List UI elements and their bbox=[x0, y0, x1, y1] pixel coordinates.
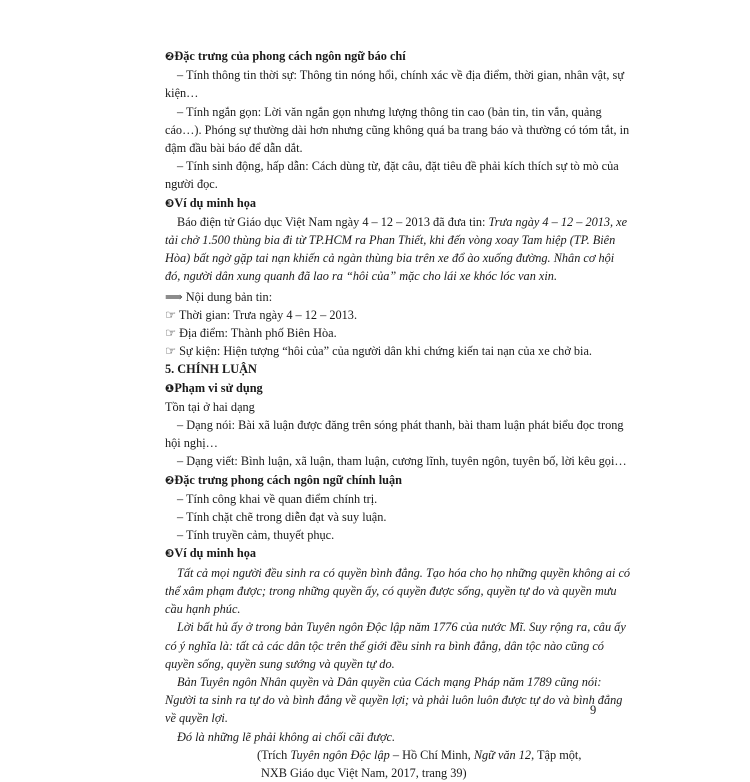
section-title: 5. CHÍNH LUẬN bbox=[165, 362, 257, 377]
text-line: người đọc. bbox=[165, 177, 218, 192]
text-line: – Tính truyền cảm, thuyết phục. bbox=[177, 528, 335, 543]
text-line: – Tính chặt chẽ trong diễn đạt và suy luận. bbox=[177, 510, 387, 525]
text-line: hội nghị… bbox=[165, 436, 218, 451]
text-line: – Dạng nói: Bài xã luận được đăng trên sóng phát thanh, bài tham luận phát biểu đọc trong bbox=[177, 418, 624, 433]
page-body bbox=[165, 47, 631, 782]
quote-line: Tất cả mọi người đều sinh ra có quyền bình đẳng. Tạo hóa cho họ những quyền không ai có bbox=[177, 565, 631, 580]
section-heading-scope: ❶Phạm vi sử dụng bbox=[165, 380, 263, 395]
text-line: ☞ Sự kiện: Hiện tượng “hôi của” của người dân khi chứng kiến tai nạn của xe chở bia. bbox=[165, 344, 593, 359]
quote-line: Người ta sinh ra tự do và bình đẳng về quyền lợi; và phải luôn luôn được tự do và bình đẳng bbox=[165, 693, 623, 708]
quote-line: về quyền lợi. bbox=[165, 711, 228, 726]
quote-line: Lời bất hủ ấy ở trong bản Tuyên ngôn Độc lập năm 1776 của nước Mĩ. Suy rộng ra, câu ấy bbox=[177, 620, 626, 635]
text-line: Báo điện tử Giáo dục Việt Nam ngày 4 – 12 – 2013 đã đưa tin: Trưa ngày 4 – 12 – 2013, xe bbox=[177, 214, 628, 229]
text-line: đó, người dân xung quanh đã lao ra “hôi của” mặc cho lái xe khóc lóc van xin. bbox=[165, 269, 558, 284]
section-heading-example: ❸Ví dụ minh họa bbox=[165, 546, 256, 561]
section-heading-press-features: ❷Đặc trưng của phong cách ngôn ngữ báo chí bbox=[165, 49, 406, 63]
section-heading-example: ❸Ví dụ minh họa bbox=[165, 195, 256, 210]
quote-line: quyền sống, quyền sung sướng và quyền tự do. bbox=[165, 656, 395, 671]
text-line: – Tính thông tin thời sự: Thông tin nóng hổi, chính xác về địa điểm, thời gian, nhân vật, sự bbox=[177, 68, 625, 83]
text-line: – Dạng viết: Bình luận, xã luận, tham luận, cương lĩnh, tuyên ngôn, tuyên bố, lời kêu gọi… bbox=[177, 454, 627, 469]
citation: (Trích Tuyên ngôn Độc lập – Hồ Chí Minh, Ngữ văn 12, Tập một, bbox=[257, 747, 582, 762]
text-line: kiện… bbox=[165, 86, 199, 101]
text-line: – Tính ngắn gọn: Lời văn ngắn gọn nhưng lượng thông tin cao (bản tin, tin vắn, quảng bbox=[177, 104, 602, 119]
text-line: – Tính công khai về quan điểm chính trị. bbox=[177, 491, 378, 506]
text-line: đậm đầu bài báo để dẫn dắt. bbox=[165, 141, 303, 156]
quote-line: cầu hạnh phúc. bbox=[165, 602, 241, 617]
text-line: cáo…). Phóng sự thường dài hơn nhưng cũng không quá ba trang báo và thường có tóm tắt, in bbox=[165, 122, 630, 137]
section-heading-political-features: ❷Đặc trưng phong cách ngôn ngữ chính luận bbox=[165, 472, 402, 487]
quote-line: thể xâm phạm được; trong những quyền ấy, có quyền được sống, quyền tự do và quyền mưu bbox=[165, 583, 617, 598]
text-line: Hòa) bất ngờ gặp tai nạn khiến cả ngàn thùng bia trên xe đổ ào xuống đường. Nhân cơ hội bbox=[165, 251, 615, 266]
quote-line: Bản Tuyên ngôn Nhân quyền và Dân quyền của Cách mạng Pháp năm 1789 cũng nói: bbox=[177, 674, 602, 689]
text-line: tải chở 1.500 thùng bia đi từ TP.HCM ra Phan Thiết, khi đến vòng xoay Tam hiệp (TP. Biên bbox=[165, 233, 616, 248]
page-number: 9 bbox=[590, 703, 597, 717]
quote-line: Đó là những lẽ phải không ai chối cãi được. bbox=[177, 729, 396, 744]
text-line: ⟹ Nội dung bản tin: bbox=[165, 289, 273, 304]
text-line: ☞ Thời gian: Trưa ngày 4 – 12 – 2013. bbox=[165, 307, 358, 322]
text-line: – Tính sinh động, hấp dẫn: Cách dùng từ, đặt câu, đặt tiêu đề phải kích thích sự tò mò của bbox=[177, 159, 619, 174]
citation-line-2: NXB Giáo dục Việt Nam, 2017, trang 39) bbox=[261, 765, 467, 780]
text-line: Tồn tại ở hai dạng bbox=[165, 399, 255, 414]
text-line: ☞ Địa điểm: Thành phố Biên Hòa. bbox=[165, 326, 337, 341]
quote-line: có ý nghĩa là: tất cả các dân tộc trên thế giới đều sinh ra bình đẳng, dân tộc nào cũng có bbox=[165, 638, 604, 653]
